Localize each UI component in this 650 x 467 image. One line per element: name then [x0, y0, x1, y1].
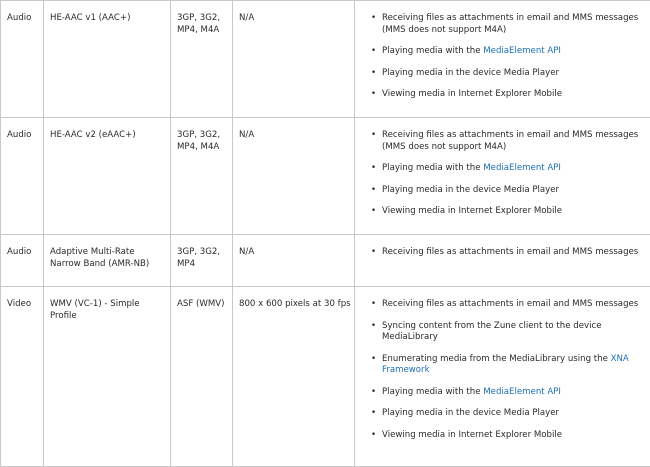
max-resolution: 800 x 600 pixels at 30 fps — [239, 299, 351, 309]
use-text: Playing media in the device Media Player — [382, 408, 559, 418]
use-text: Playing media with the — [382, 163, 483, 173]
supported-uses-cell — [355, 235, 650, 287]
list-item — [371, 185, 644, 197]
supported-uses-list — [371, 299, 644, 441]
media-type: Audio — [7, 13, 31, 23]
table-row — [1, 235, 650, 287]
container-cell — [171, 1, 233, 118]
container-formats: 3GP, 3G2, MP4, M4A — [177, 130, 220, 152]
media-type: Audio — [7, 130, 31, 140]
media-type: Video — [7, 299, 31, 309]
use-text: Syncing content from the Zune client to the device MediaLibrary — [382, 321, 602, 343]
use-text: Receiving files as attachments in email and MMS messages (MMS does not support M4A) — [382, 130, 638, 152]
container-cell — [171, 235, 233, 287]
mediaelement-api-link[interactable]: MediaElement API — [483, 163, 561, 173]
codec-name: HE-AAC v1 (AAC+) — [50, 13, 130, 23]
list-item — [371, 46, 644, 58]
list-item — [371, 163, 644, 175]
container-cell — [171, 118, 233, 235]
max-resolution: N/A — [239, 247, 254, 257]
supported-uses-list — [371, 247, 644, 259]
supported-uses-cell — [355, 1, 650, 118]
max-resolution: N/A — [239, 130, 254, 140]
list-item — [371, 408, 644, 420]
use-text: Playing media in the device Media Player — [382, 68, 559, 78]
list-item — [371, 430, 644, 442]
use-text: Enumerating media from the MediaLibrary using the — [382, 354, 611, 364]
max-resolution: N/A — [239, 13, 254, 23]
max-resolution-cell — [233, 287, 355, 467]
supported-uses-cell — [355, 118, 650, 235]
list-item — [371, 13, 644, 36]
list-item — [371, 206, 644, 218]
max-resolution-cell — [233, 1, 355, 118]
use-text: Viewing media in Internet Explorer Mobile — [382, 430, 562, 440]
use-text: Viewing media in Internet Explorer Mobile — [382, 206, 562, 216]
table-row — [1, 118, 650, 235]
codec-cell — [44, 235, 171, 287]
use-text: Playing media in the device Media Player — [382, 185, 559, 195]
table-row — [1, 1, 650, 118]
table-body — [1, 1, 650, 467]
max-resolution-cell — [233, 118, 355, 235]
list-item — [371, 68, 644, 80]
use-text: Receiving files as attachments in email and MMS messages — [382, 247, 638, 257]
list-item — [371, 321, 644, 344]
media-type-cell — [1, 118, 44, 235]
media-type-cell — [1, 1, 44, 118]
mediaelement-api-link[interactable]: MediaElement API — [483, 387, 561, 397]
media-type-cell — [1, 235, 44, 287]
use-text: Playing media with the — [382, 387, 483, 397]
codec-name: WMV (VC-1) - Simple Profile — [50, 299, 140, 321]
list-item — [371, 247, 644, 259]
list-item — [371, 89, 644, 101]
list-item — [371, 299, 644, 311]
use-text: Viewing media in Internet Explorer Mobile — [382, 89, 562, 99]
supported-uses-list — [371, 13, 644, 101]
supported-uses-cell — [355, 287, 650, 467]
media-type: Audio — [7, 247, 31, 257]
xna-framework-link[interactable]: XNA Framework — [382, 354, 629, 376]
codec-name: Adaptive Multi-Rate Narrow Band (AMR-NB) — [50, 247, 149, 269]
use-text: Receiving files as attachments in email and MMS messages (MMS does not support M4A) — [382, 13, 638, 35]
table-row — [1, 287, 650, 467]
codec-cell — [44, 118, 171, 235]
use-text: Receiving files as attachments in email and MMS messages — [382, 299, 638, 309]
list-item — [371, 354, 644, 377]
codec-name: HE-AAC v2 (eAAC+) — [50, 130, 136, 140]
mediaelement-api-link[interactable]: MediaElement API — [483, 46, 561, 56]
container-formats: ASF (WMV) — [177, 299, 225, 309]
use-text: Playing media with the — [382, 46, 483, 56]
codec-cell — [44, 1, 171, 118]
list-item — [371, 387, 644, 399]
media-type-cell — [1, 287, 44, 467]
supported-uses-list — [371, 130, 644, 218]
container-cell — [171, 287, 233, 467]
container-formats: 3GP, 3G2, MP4, M4A — [177, 13, 220, 35]
codec-cell — [44, 287, 171, 467]
list-item — [371, 130, 644, 153]
max-resolution-cell — [233, 235, 355, 287]
container-formats: 3GP, 3G2, MP4 — [177, 247, 220, 269]
